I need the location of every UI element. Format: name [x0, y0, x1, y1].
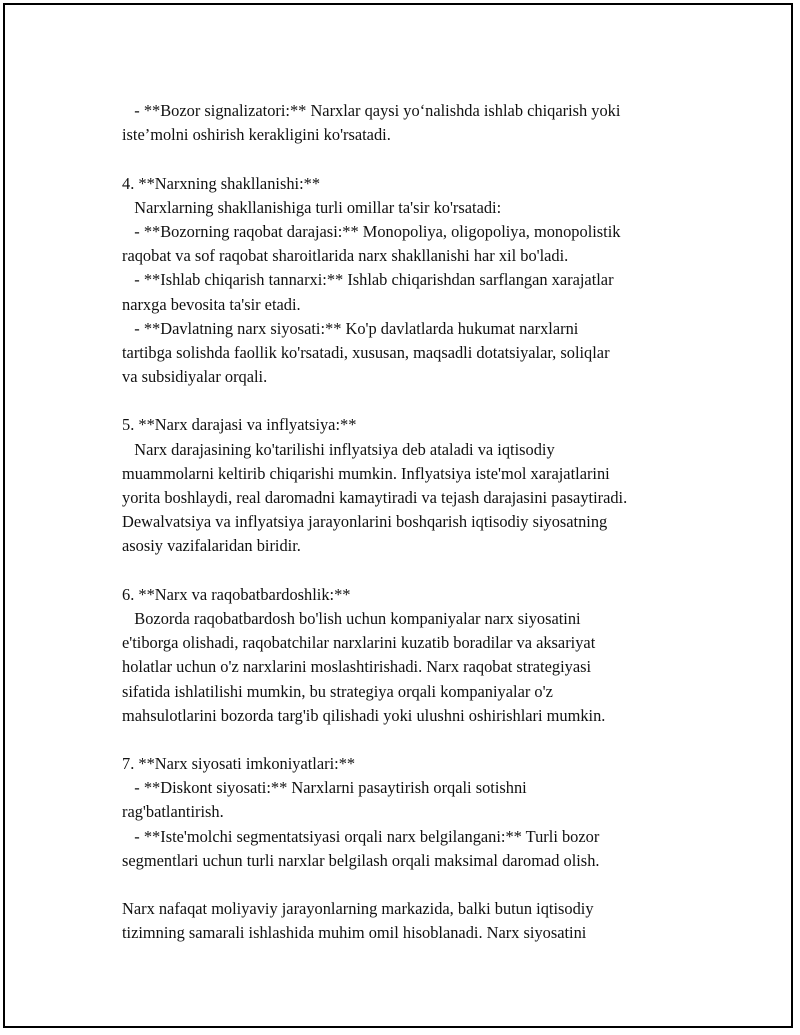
text-line: holatlar uchun o'z narxlarini moslashtirishadi. Narx raqobat strategiyasi [122, 657, 592, 677]
text-line: segmentlari uchun turli narxlar belgilash orqali maksimal daromad olish. [122, 850, 600, 870]
paragraph-gap [122, 389, 712, 413]
text-line: 7. **Narx siyosati imkoniyatlari:** [122, 754, 356, 774]
text-line: 5. **Narx darajasi va inflyatsiya:** [122, 415, 357, 435]
text-line: - **Iste'molchi segmentatsiyasi orqali narx belgilangani:** Turli bozor [122, 826, 600, 846]
paragraph-section-6 [122, 583, 712, 728]
text-line: yorita boshlaydi, real daromadni kamaytiradi va tejash darajasini pasaytiradi. [122, 488, 628, 507]
text-line: asosiy vazifalaridan biridir. [122, 536, 301, 556]
paragraph-gap [122, 873, 712, 897]
text-line: Narxlarning shakllanishiga turli omillar ta'sir ko'rsatadi: [122, 197, 502, 217]
paragraph-section-5 [122, 413, 712, 558]
text-line: 6. **Narx va raqobatbardoshlik:** [122, 584, 351, 604]
paragraph-conclusion [122, 897, 712, 945]
text-line: Bozorda raqobatbardosh bo'lish uchun kompaniyalar narx siyosatini [122, 608, 581, 628]
paragraph-section-4 [122, 172, 712, 390]
text-line: 4. **Narxning shakllanishi:** [122, 173, 321, 193]
text-line: - **Bozorning raqobat darajasi:** Monopoliya, oligopoliya, monopolistik [122, 221, 621, 241]
text-line: Dewalvatsiya va inflyatsiya jarayonlarini boshqarish iqtisodiy siyosatning [122, 512, 608, 532]
text-line: va subsidiyalar orqali. [122, 367, 268, 387]
text-line: iste’molni oshirish kerakligini ko'rsatadi. [122, 125, 391, 145]
text-line: mahsulotlarini bozorda targ'ib qilishadi yoki ulushni oshirishlari mumkin. [122, 705, 606, 725]
text-line: - **Ishlab chiqarish tannarxi:** Ishlab chiqarishdan sarflangan xarajatlar [122, 270, 614, 290]
text-line: - **Davlatning narx siyosati:** Ko'p davlatlarda hukumat narxlarni [122, 318, 579, 338]
text-line: rag'batlantirish. [122, 802, 224, 822]
paragraph-gap [122, 147, 712, 171]
text-line: muammolarni keltirib chiqarishi mumkin. Inflyatsiya iste'mol xarajatlarini [122, 463, 610, 483]
text-line: narxga bevosita ta'sir etadi. [122, 294, 301, 314]
paragraph-gap [122, 559, 712, 583]
text-line: - **Diskont siyosati:** Narxlarni pasaytirish orqali sotishni [122, 778, 527, 798]
paragraph-gap [122, 728, 712, 752]
text-line: Narx darajasining ko'tarilishi inflyatsiya deb ataladi va iqtisodiy [122, 439, 555, 459]
text-line: raqobat va sof raqobat sharoitlarida narx shakllanishi har xil bo'ladi. [122, 246, 569, 266]
text-line: tizimning samarali ishlashida muhim omil hisoblanadi. Narx siyosatini [122, 923, 587, 943]
text-line: sifatida ishlatilishi mumkin, bu strategiya orqali kompaniyalar o'z [122, 681, 553, 701]
text-line: e'tiborga olishadi, raqobatchilar narxlarini kuzatib boradilar va aksariyat [122, 633, 596, 653]
paragraph-section-7 [122, 752, 712, 873]
page-frame [3, 3, 793, 1028]
paragraph-bozor-signalizatori [122, 99, 712, 147]
document-body [122, 99, 712, 946]
text-line: - **Bozor signalizatori:** Narxlar qaysi yo‘nalishda ishlab chiqarish yoki [122, 101, 621, 120]
text-line: tartibga solishda faollik ko'rsatadi, xususan, maqsadli dotatsiyalar, soliqlar [122, 342, 610, 362]
text-line: Narx nafaqat moliyaviy jarayonlarning markazida, balki butun iqtisodiy [122, 899, 594, 919]
